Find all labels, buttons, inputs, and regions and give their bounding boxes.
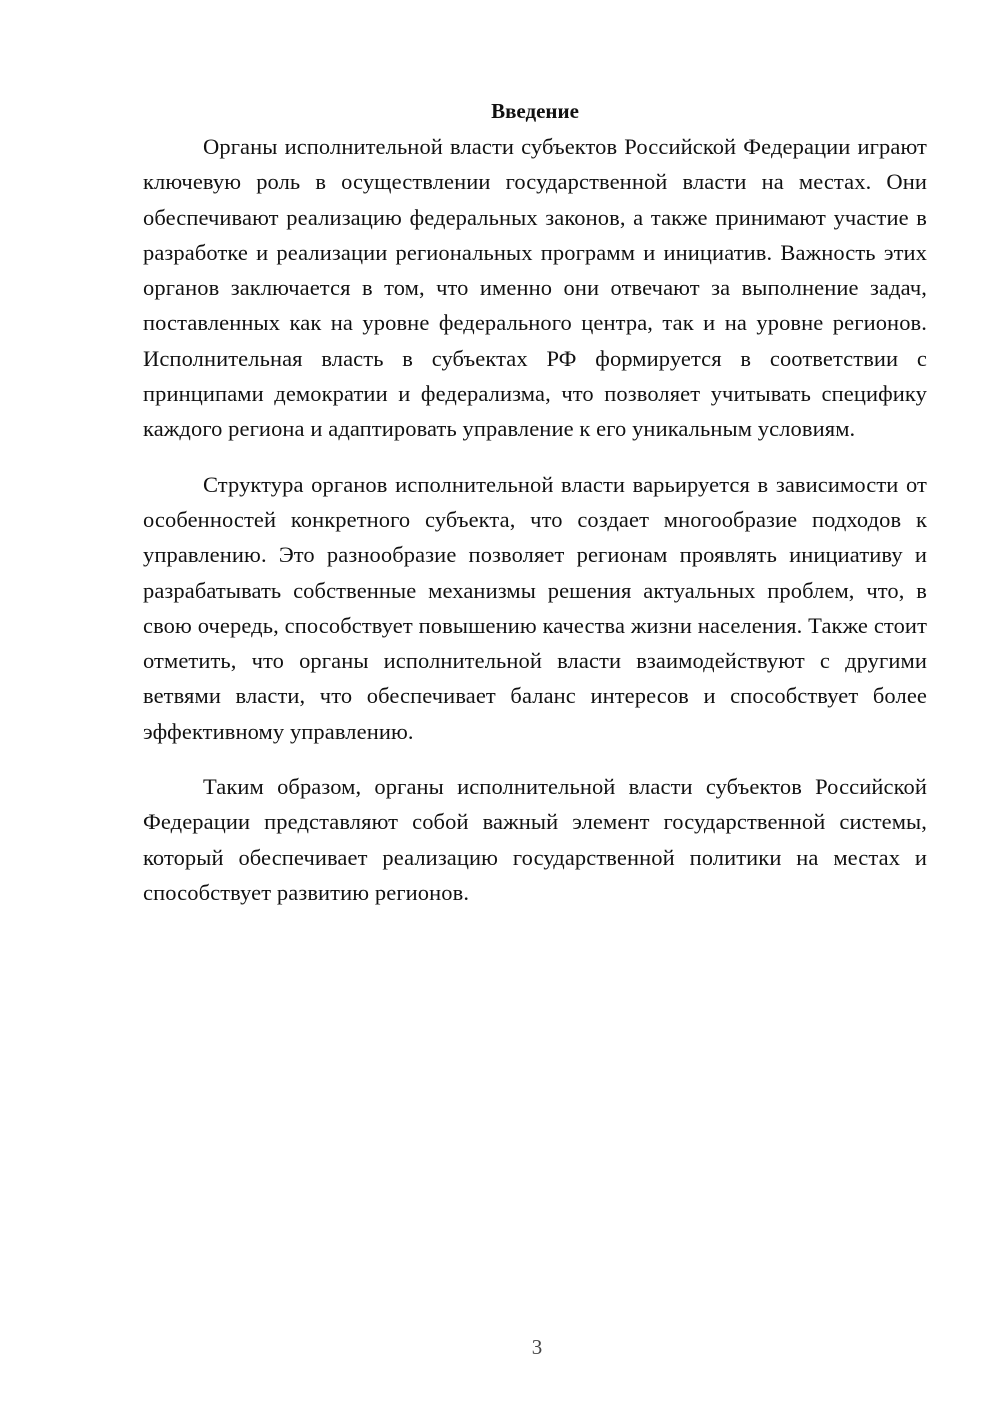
section-title: Введение: [491, 99, 579, 123]
page-number: 3: [531, 1335, 543, 1359]
paragraph-3: Таким образом, органы исполнительной власти субъектов Российской Федерации представляют собой важный элемент государственной системы, который обеспечивает реализацию государственной политики на местах и способствует развитию регионов.: [143, 774, 927, 905]
paragraph-1: Органы исполнительной власти субъектов Российской Федерации играют ключевую роль в осуществлении государственной власти на местах. Они обеспечивают реализацию федеральных законов, а также принимают участие в разработке и реализации региональных программ и инициатив. Важность этих органов заключается в том, что именно они отвечают за выполнение задач, поставленных как на уровне федерального центра, так и на уровне регионов. Исполнительная власть в субъектах РФ формируется в соответствии с принципами демократии и федерализма, что позволяет учитывать специфику каждого региона и адаптировать управление к его уникальным условиям.: [143, 134, 927, 442]
paragraph-2: Структура органов исполнительной власти варьируется в зависимости от особенностей конкретного субъекта, что создает многообразие подходов к управлению. Это разнообразие позволяет регионам проявлять инициативу и разрабатывать собственные механизмы решения актуальных проблем, что, в свою очередь, способствует повышению качества жизни населения. Также стоит отметить, что органы исполнительной власти взаимодействуют с другими ветвями власти, что обеспечивает баланс интересов и способствует более эффективному управлению.: [143, 471, 927, 744]
page-content: [143, 96, 927, 930]
